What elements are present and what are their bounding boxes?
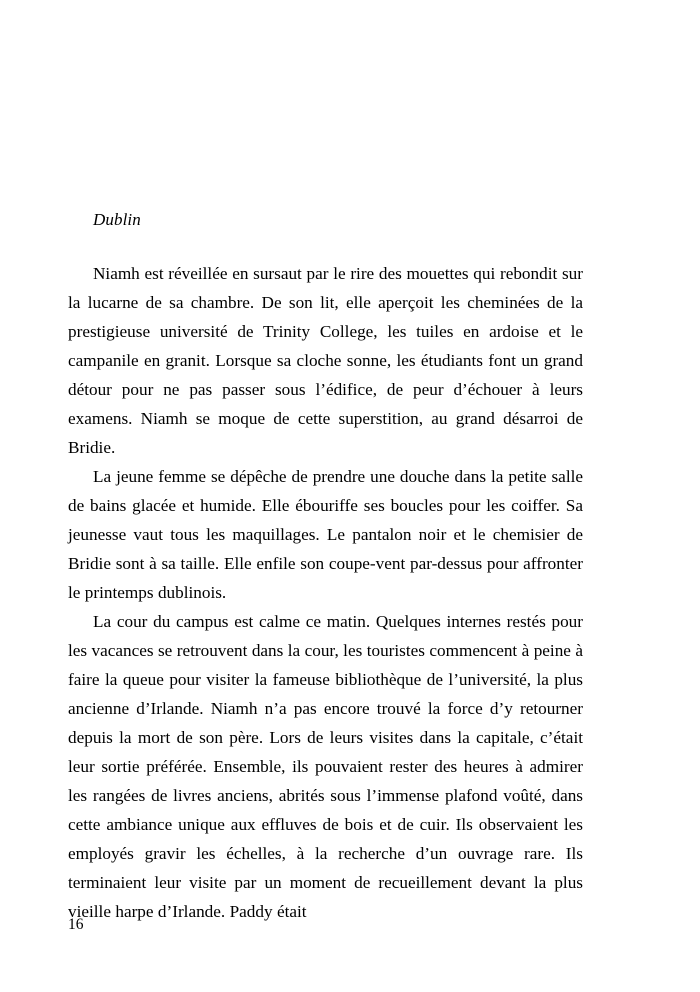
page-number: 16 bbox=[68, 916, 84, 933]
page-text-block bbox=[68, 205, 583, 926]
body-paragraph: La cour du campus est calme ce matin. Quelques internes restés pour les vacances se retrouvent dans la cour, les touristes commencent à peine à faire la queue pour visiter la fameuse bibliothèque de l’université, la plus ancienne d’Irlande. Niamh n’a pas encore trouvé la force d’y retourner depuis la mort de son père. Lors de leurs visites dans la capitale, c’était leur sortie préférée. Ensemble, ils pouvaient rester des heures à admirer les rangées de livres anciens, abrités sous l’immense plafond voûté, dans cette ambiance unique aux effluves de bois et de cuir. Ils observaient les employés gravir les échelles, à la recherche d’un ouvrage rare. Ils terminaient leur visite par un moment de recueillement devant la plus vieille harpe d’Irlande. Paddy était bbox=[68, 612, 583, 921]
body-paragraph: Niamh est réveillée en sursaut par le rire des mouettes qui rebondit sur la lucarne de sa chambre. De son lit, elle aperçoit les cheminées de la prestigieuse université de Trinity College, les tuiles en ardoise et le campanile en granit. Lorsque sa cloche sonne, les étudiants font un grand détour pour ne pas passer sous l’édifice, de peur d’échouer à leurs examens. Niamh se moque de cette superstition, au grand désarroi de Bridie. bbox=[68, 264, 583, 457]
section-title: Dublin bbox=[93, 210, 141, 229]
body-paragraph: La jeune femme se dépêche de prendre une douche dans la petite salle de bains glacée et humide. Elle ébouriffe ses boucles pour les coiffer. Sa jeunesse vaut tous les maquillages. Le pantalon noir et le chemisier de Bridie sont à sa taille. Elle enfile son coupe-vent par-dessus pour affronter le printemps dublinois. bbox=[68, 467, 583, 602]
